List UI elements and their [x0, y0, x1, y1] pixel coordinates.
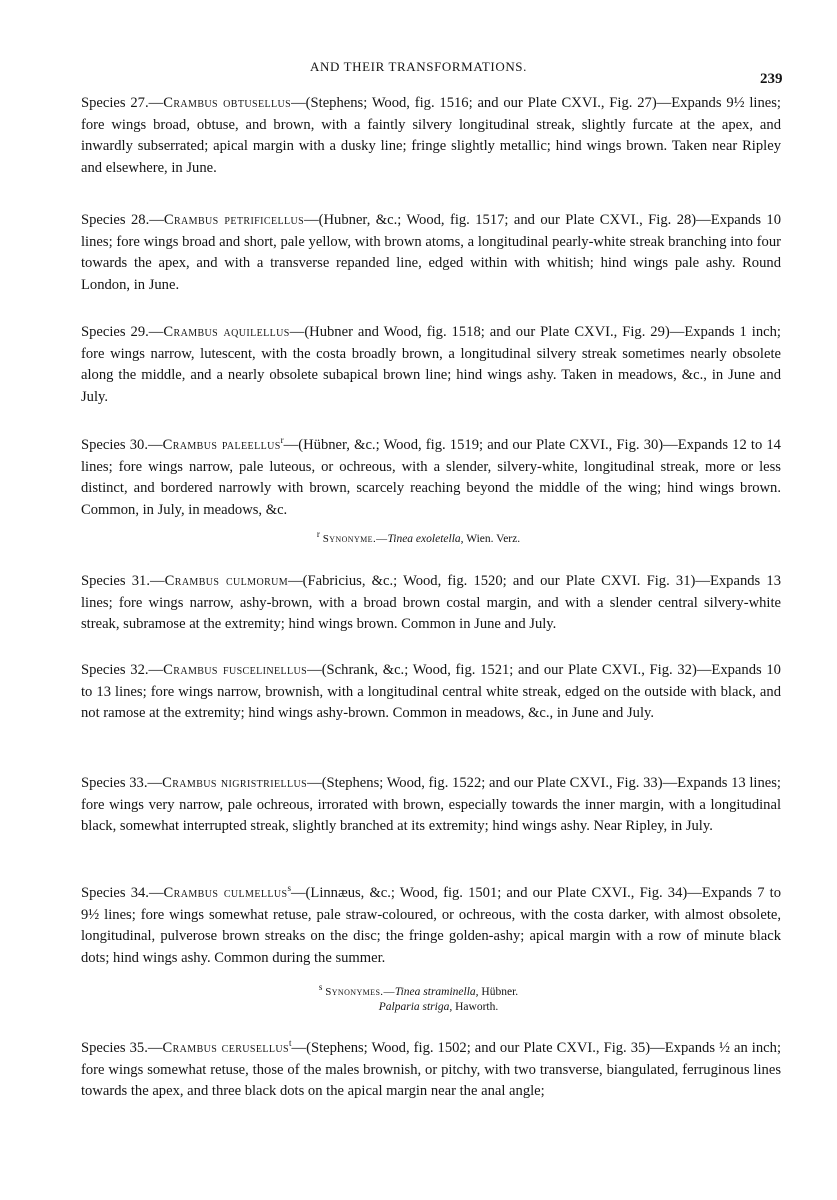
species-number: Species 28.— [81, 212, 164, 228]
footnote-label: Synonyme.— [322, 533, 388, 545]
footnote-mark: s [287, 883, 291, 894]
species-description: —(Hübner, &c.; Wood, fig. 1519; and our Plate CXVI., Fig. 30)—Expands 12 to 14 lines; fore wings narrow, pale luteous, or ochreous, with a slender, silvery-white, longitudinal streak, more or less distinct, and bordered narrowly with brown, scarcely reaching beyond the middle of the wing; hind wings brown. Common, in July, in meadows, &c. [81, 437, 781, 518]
species-description: —(Schrank, &c.; Wood, fig. 1521; and our Plate CXVI., Fig. 32)—Expands 10 to 13 lines; fore wings narrow, brownish, with a longitudinal central white streak, edged on the outside with black, and not ramose at the extremity; hind wings ashy-brown. Common in meadows, &c., in June and July. [81, 662, 781, 721]
species-description: —(Hubner and Wood, fig. 1518; and our Plate CXVI., Fig. 29)—Expands 1 inch; fore wings narrow, lutescent, with the costa broadly brown, a longitudinal silvery streak sometimes nearly obsolete along the middle, and a nearly obsolete subapical brown line; hind wings ashy. Taken in meadows, &c., in June and July. [81, 324, 781, 405]
species-entry [81, 210, 781, 296]
species-entry [81, 883, 781, 969]
species-description: —(Linnæus, &c.; Wood, fig. 1501; and our Plate CXVI., Fig. 34)—Expands 7 to 9½ lines; fore wings somewhat retuse, pale straw-coloured, or ochreous, with the costa darker, with almost obsolete, longitudinal, pulverose brown streaks on the disc; the fringe golden-ashy; apical margin with a row of minute black dots; hind wings ashy. Common during the summer. [81, 885, 781, 966]
species-entry [81, 93, 781, 179]
species-description: —(Stephens; Wood, fig. 1522; and our Plate CXVI., Fig. 33)—Expands 13 lines; fore wings very narrow, pale ochreous, irrorated with brown, especially towards the inner margin, with a longitudinal black, somewhat interrupted streak, slightly branched at its extremity; hind wings ashy. Near Ripley, in July. [81, 775, 781, 834]
species-entry [81, 1038, 781, 1103]
synonym-authority: Wien. Verz. [466, 533, 521, 545]
species-name: Crambus culmorum [164, 573, 289, 589]
species-entry [81, 322, 781, 408]
species-description: —(Hubner, &c.; Wood, fig. 1517; and our Plate CXVI., Fig. 28)—Expands 10 lines; fore wings broad and short, pale yellow, with brown atoms, a longitudinal pearly-white streak branching into four towards the apex, and with a transverse repanded line, edged within with whitish; hind wings pale ashy. Round London, in June. [81, 212, 782, 293]
running-head: AND THEIR TRANSFORMATIONS. [309, 59, 527, 74]
footnote-mark: s [318, 982, 323, 993]
synonym-name: Palparia striga, [378, 1001, 453, 1013]
species-number: Species 29.— [81, 324, 164, 340]
species-entry [81, 773, 781, 838]
synonym-authority: Hübner. [481, 986, 519, 998]
species-entry [81, 660, 781, 725]
species-description: —(Fabricius, &c.; Wood, fig. 1520; and our Plate CXVI. Fig. 31)—Expands 13 lines; fore wings narrow, ashy-brown, with a broad brown costal margin, and with a slender central silvery-white streak, subramose at the extremity; hind wings brown. Common in June and July. [81, 573, 781, 632]
species-number: Species 30.— [81, 437, 163, 453]
species-name: Crambus culmellus [163, 885, 288, 901]
species-name: Crambus obtusellus [163, 95, 292, 111]
footnote-mark: t [289, 1038, 292, 1049]
synonym-name: Tinea exoletella, [387, 533, 464, 545]
species-number: Species 27.— [81, 95, 164, 111]
footnote [0, 982, 837, 1015]
footnote [0, 529, 837, 547]
species-description: —(Stephens; Wood, fig. 1516; and our Plate CXVI., Fig. 27)—Expands 9½ lines; fore wings broad, obtuse, and brown, with a faintly silvery longitudinal streak, slightly furcate at the apex, and inwardly subserrated; apical margin with a dusky line; fringe slightly metallic; hind wings brown. Taken near Ripley and elsewhere, in June. [81, 95, 781, 176]
footnote-mark: r [280, 435, 284, 446]
footnote-label: Synonymes.— [325, 986, 395, 998]
synonym-authority: Haworth. [455, 1001, 499, 1013]
species-number: Species 33.— [81, 775, 163, 791]
species-number: Species 32.— [81, 662, 164, 678]
footnote-mark: r [316, 529, 320, 540]
species-name: Crambus nigristriellus [162, 775, 308, 791]
species-number: Species 34.— [81, 885, 164, 901]
species-name: Crambus aquilellus [163, 324, 290, 340]
species-number: Species 35.— [81, 1040, 163, 1056]
species-name: Crambus fuscelinellus [163, 662, 308, 678]
species-name: Crambus petrificellus [163, 212, 305, 228]
species-entry [81, 571, 781, 636]
species-number: Species 31.— [81, 573, 165, 589]
synonym-name: Tinea straminella, [394, 986, 479, 998]
page-number: 239 [760, 71, 783, 87]
species-entry [81, 435, 781, 521]
species-name: Crambus paleellus [162, 437, 281, 453]
footnote-line-2 [0, 1000, 837, 1015]
species-name: Crambus cerusellus [162, 1040, 289, 1056]
species-description: —(Stephens; Wood, fig. 1502; and our Plate CXVI., Fig. 35)—Expands ½ an inch; fore wings somewhat retuse, those of the males brownish, or pitchy, with two transverse, biangulated, ferruginous lines towards the apex, and three black dots on the apical margin near the anal angle; [81, 1040, 781, 1099]
